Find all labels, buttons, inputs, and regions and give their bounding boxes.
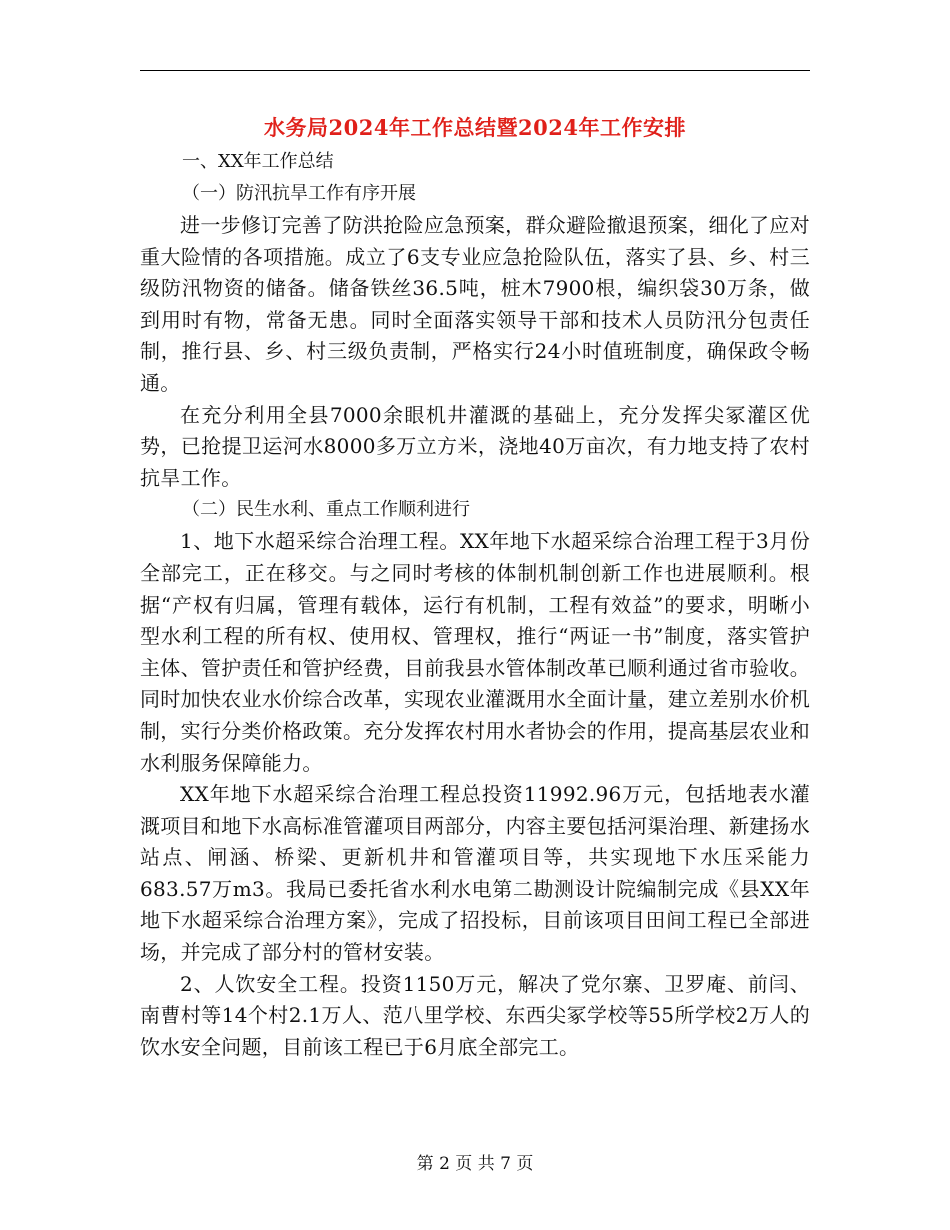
header-rule: [140, 70, 810, 71]
paragraph: 进一步修订完善了防洪抢险应急预案，群众避险撤退预案，细化了应对重大险情的各项措施。成立了6支专业应急抢险队伍，落实了县、乡、村三级防汛物资的储备。储备铁丝36.5吨，桩木7900根，编织袋30万条，做到用时有物，常备无患。同时全面落实领导干部和技术人员防汛分包责任制，推行县、乡、村三级负责制，严格实行24小时值班制度，确保政令畅通。: [140, 213, 810, 395]
document-title: 水务局2024年工作总结暨2024年工作安排: [264, 115, 686, 140]
document-body: [140, 110, 810, 1063]
section-heading: 一、XX年工作总结: [182, 151, 334, 172]
subsection-heading: （二）民生水利、重点工作顺利进行: [182, 499, 470, 521]
page-number: 第 2 页 共 7 页: [416, 1154, 534, 1174]
paragraph: 在充分利用全县7000余眼机井灌溉的基础上，充分发挥尖冢灌区优势，已抢提卫运河水8000多万立方米，浇地40万亩次，有力地支持了农村抗旱工作。: [140, 402, 810, 490]
subsection-heading: （一）防汛抗旱工作有序开展: [182, 183, 416, 204]
paragraph: 2、人饮安全工程。投资1150万元，解决了党尔寨、卫罗庵、前闫、南曹村等14个村2.1万人、范八里学校、东西尖冢学校等55所学校2万人的饮水安全问题，目前该工程已于6月底全部完工。: [140, 971, 810, 1059]
paragraph: 1、地下水超采综合治理工程。XX年地下水超采综合治理工程于3月份全部完工，正在移交。与之同时考核的体制机制创新工作也进展顺利。根据“产权有归属，管理有载体，运行有机制，工程有效益”的要求，明晰小型水利工程的所有权、使用权、管理权，推行“两证一书”制度，落实管护主体、管护责任和管护经费，目前我县水管体制改革已顺利通过省市验收。同时加快农业水价综合改革，实现农业灌溉用水全面计量，建立差别水价机制，实行分类价格政策。充分发挥农村用水者协会的作用，提高基层农业和水利服务保障能力。: [140, 529, 810, 775]
paragraph: XX年地下水超采综合治理工程总投资11992.96万元，包括地表水灌溉项目和地下水高标准管灌项目两部分，内容主要包括河渠治理、新建扬水站点、闸涵、桥梁、更新机井和管灌项目等，共实现地下水压采能力683.57万m3。我局已委托省水利水电第二勘测设计院编制完成《县XX年地下水超采综合治理方案》，完成了招投标，目前该项目田间工程已全部进场，并完成了部分村的管材安装。: [140, 782, 810, 965]
